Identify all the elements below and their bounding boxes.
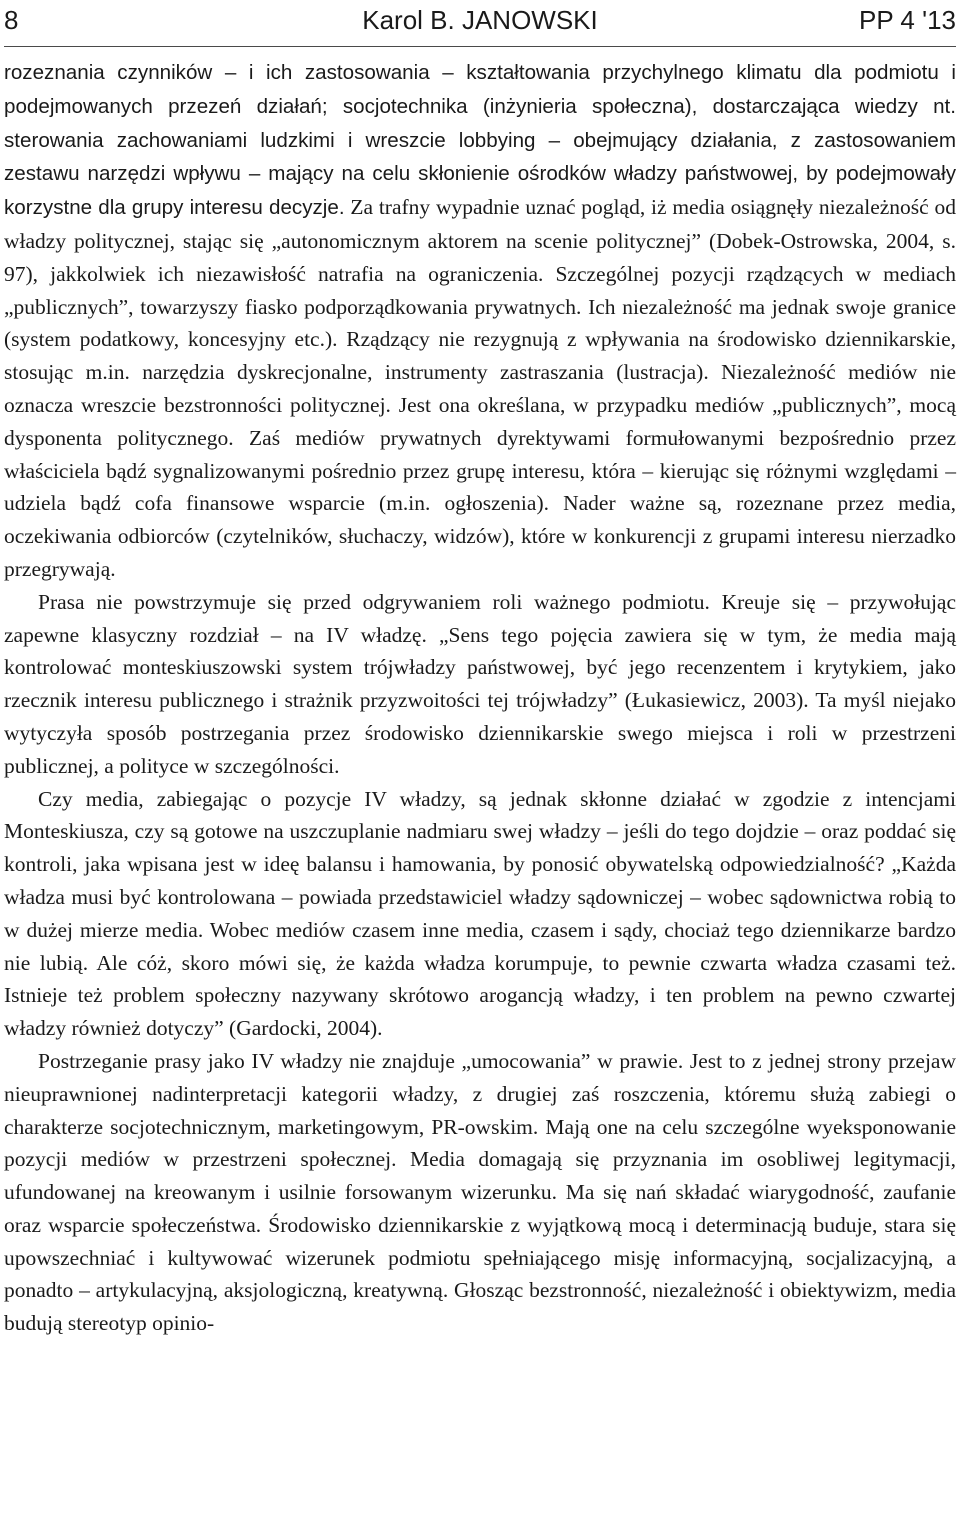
author-name: Karol B. JANOWSKI xyxy=(362,5,598,35)
paragraph-2: Prasa nie powstrzymuje się przed odgrywaniem roli ważnego podmiotu. Kreuje się – przywołując zapewne klasyczny rozdział – na IV władzę. „Sens tego pojęcia zawiera się w tym, że media mają kontrolować monteskiuszowski system trójwładzy państwowej, być jego recenzentem i krytykiem, jako rzecznik interesu publicznego i strażnik przyzwoitości tej trójwładzy” (Łukasiewicz, 2003). Ta myśl niejako wytyczyła sposób postrzegania przez środowisko dziennikarskie swego miejsca i roli w przestrzeni publicznej, a polityce w szczególności. xyxy=(4,589,956,778)
paragraph-1 xyxy=(4,56,956,586)
paragraph-4: Postrzeganie prasy jako IV władzy nie znajduje „umocowania” w prawie. Jest to z jednej strony przejaw nieuprawnionej nadinterpretacji kategorii władzy, z drugiej zaś roszczenia, któremu służą zabiegi o charakterze socjotechnicznym, marketingowym, PR-owskim. Mają one na celu szczególne wyeksponowanie pozycji mediów w przestrzeni społecznej. Media domagają się przyznania im osobliwej legitymacji, ufundowanej na kreowanym i usilnie forsowanym wizerunku. Ma się nań składać wiarygodność, zaufanie oraz wsparcie społeczeństwa. Środowisko dziennikarskie z wyjątkową mocą i determinacją buduje, stara się upowszechniać i kultywować wizerunek podmiotu spełniającego misję informacyjną, socjalizacyjną, a ponadto – artykulacyjną, aksjologiczną, kreatywną. Głosząc bezstronność, niezależność i obiektywizm, media budują stereotyp opinio- xyxy=(4,1048,956,1336)
header-rule xyxy=(4,46,956,47)
paragraph-3: Czy media, zabiegając o pozycje IV władzy, są jednak skłonne działać w zgodzie z intencjami Monteskiusza, czy są gotowe na uszczuplanie nadmiaru swej władzy – jeśli do tego dojdzie – oraz poddać się kontroli, jaka wpisana jest w ideę balansu i hamowania, by ponosić obywatelską odpowiedzialność? „Każda władza musi być kontrolowana – powiada przedstawiciel władzy sądowniczej – wobec sądownictwa robią to w dużej mierze media. Wobec mediów czasem inne media, czasem i sądy, chociaż tego dziennikarze bardzo nie lubią. Ale cóż, skoro mówi się, że każda władza korumpuje, to pewnie czwarta władza czasami też. Istnieje też problem społeczny nazywany skrótowo arogancją władzy, i ten problem na pewno czwartej władzy również dotyczy” (Gardocki, 2004). xyxy=(4,786,956,1041)
running-header xyxy=(4,2,956,38)
paragraph-1-serif-text: Za trafny wypadnie uznać pogląd, iż media osiągnęły niezależność od władzy politycznej, stając się „autonomicznym aktorem na scenie politycznej” (Dobek-Ostrowska, 2004, s. 97), jakkolwiek ich niezawisłość natrafia na ograniczenia. Szczególnej pozycji rządzących w mediach „publicznych”, towarzyszy fiasko podporządkowania prywatnych. Ich niezależność ma jednak swoje granice (system podatkowy, koncesyjny etc.). Rządzący nie rezygnują z wpływania na środowisko dziennikarskie, stosując m.in. narzędzia dyskrecjonalne, instrumenty zastraszania (lustracja). Niezależność mediów nie oznacza wreszcie bezstronności politycznej. Jest ona określana, w przypadku mediów „publicznych”, mocą dysponenta politycznego. Zaś mediów prywatnych dyrektywami formułowanymi bezpośrednio przez właściciela bądź sygnalizowanymi pośrednio przez grupę interesu, która – kierując się różnymi względami – udziela bądź cofa finansowe wsparcie (m.in. ogłoszenia). Nader ważne są, rozeznane przez media, oczekiwania odbiorców (czytelników, słuchaczy, widzów), które w konkurencji z grupami interesu nierzadko przegrywają. xyxy=(4,195,956,581)
journal-issue: PP 4 '13 xyxy=(858,5,956,35)
body-text xyxy=(4,56,956,1340)
page-number: 8 xyxy=(4,5,19,35)
paragraph-1-sans-text: rozeznania czynników – i ich zastosowania – kształtowania przychylnego klimatu dla podmiotu i podejmowanych przezeń działań; socjotechnika (inżynieria społeczna), dostarczająca wiedzy nt. sterowania zachowaniami ludzkimi i wreszcie lobbying – obejmujący działania, z zastosowaniem zestawu narzędzi wpływu – mający na celu skłonienie ośrodków władzy państwowej, by podejmowały korzystne dla grupy interesu decyzje. xyxy=(4,61,956,220)
